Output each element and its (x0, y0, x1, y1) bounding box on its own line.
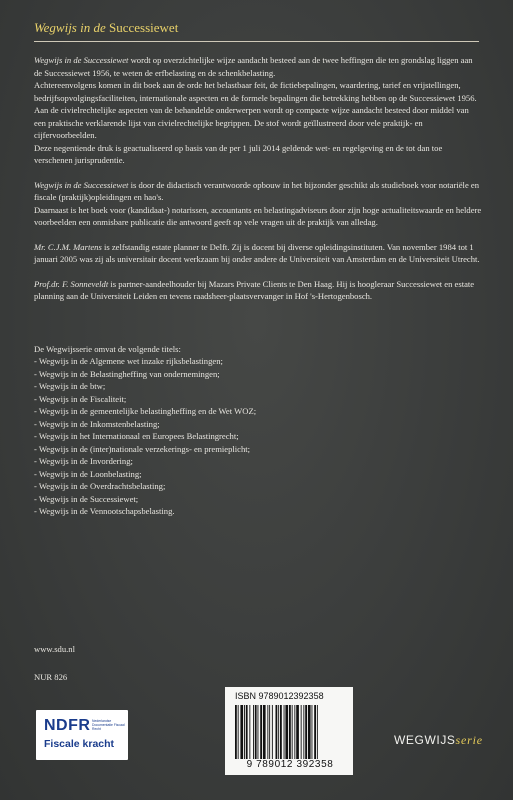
series-item: - Wegwijs in de Invordering; (34, 455, 482, 468)
blurb (34, 54, 482, 518)
audience-paragraph (34, 179, 482, 204)
author-sonneveldt-name: Prof.dr. F. Sonneveldt (34, 278, 109, 289)
author-sonneveldt-bio: is partner-aandeelhouder bij Mazars Private Clients te Den Haag. Hij is hoogleraar Successiewet en estate planning aan de Universiteit Leiden en tevens raadsheer-plaatsvervanger in Hof 's-Hertogenbosch. (34, 278, 475, 301)
intro-contents: Achtereenvolgens komen in dit boek aan de orde het belastbaar feit, de fictiebepalingen, waardering, tarief en vrijstellingen, bedrijfsopvolgingsfaciliteiten, internationale aspecten en de formele bepalingen die betrekking hebben op de Successiewet 1956. (34, 80, 477, 103)
intro-edition: Deze negentiende druk is geactualiseerd op basis van de per 1 juli 2014 geldende wet- en regelgeving en de tot dan toe verschenen jurisprudentie. (34, 142, 443, 165)
series-item: - Wegwijs in de gemeentelijke belastingheffing en de Wet WOZ; (34, 405, 482, 418)
title-italic: Wegwijs in de (34, 20, 106, 35)
intro-paragraph (34, 54, 482, 79)
audience-text: is door de didactisch verantwoorde opbouw in het bijzonder geschikt als studieboek voor notariële en fiscale (praktijk)opleidingen en hao's. (34, 179, 480, 202)
series-item: - Wegwijs in de Vennootschapsbelasting. (34, 505, 482, 518)
series-intro: De Wegwijsserie omvat de volgende titels: (34, 343, 181, 354)
series-item: - Wegwijs in de (inter)nationale verzekerings- en premieplicht; (34, 443, 482, 456)
series-item: - Wegwijs in de Fiscaliteit; (34, 393, 482, 406)
cover-title (34, 20, 178, 36)
ndfr-logo (36, 710, 128, 760)
author-martens-bio: is zelfstandig estate planner te Delft. Zij is docent bij diverse opleidingsinstituten. Van november 1984 tot 1 januari 2005 was zij als universitair docent werkzaam bij onder andere de Universiteit van Amsterdam en de Universiteit Utrecht. (34, 241, 480, 264)
brand-serie: serie (455, 733, 483, 747)
title-rule (34, 41, 479, 42)
title-rest: Successiewet (109, 20, 179, 35)
brand-wegwijs: WEGWIJS (394, 733, 456, 747)
series-item: - Wegwijs in de Belastingheffing van ondernemingen; (34, 368, 482, 381)
ndfr-logo-name: NDFR (44, 717, 91, 734)
ndfr-logo-subtext: Nederlandse Documentatie Fiscaal Recht (92, 719, 125, 731)
series-list (34, 355, 482, 518)
barcode-icon (233, 705, 347, 759)
series-item: - Wegwijs in de Overdrachtsbelasting; (34, 480, 482, 493)
series-brand (394, 733, 483, 748)
intro-text: wordt op overzichtelijke wijze aandacht besteed aan de twee heffingen die ten grondslag liggen aan de Successiewet 1956, te weten de erfbelasting en de schenkbelasting. (34, 55, 473, 78)
isbn-label: ISBN 9789012392358 (235, 691, 324, 701)
author-martens-name: Mr. C.J.M. Martens (34, 241, 102, 252)
author-martens (34, 241, 482, 266)
intro-book-title: Wegwijs in de Successiewet (34, 55, 129, 65)
isbn-digits: 9 789012 392358 (246, 759, 334, 770)
intro-civil: Aan de civielrechtelijke aspecten van de behandelde onderwerpen wordt op compacte wijze aandacht besteed door middel van een praktische verklarende lijst van civielrechtelijke begrippen. De stof wordt geïllustreerd door vele praktijk- en cijfervoorbeelden. (34, 105, 469, 140)
ndfr-logo-tagline: Fiscale kracht (44, 738, 115, 750)
audience-second: Daarnaast is het boek voor (kandidaat-) notarissen, accountants en belastingadviseurs door zijn hoge actualiteitswaarde en heldere voorbeelden een onmisbare publicatie die antwoord geeft op vele vragen uit de praktijk van alledag. (34, 204, 482, 227)
nur-code: NUR 826 (34, 672, 68, 682)
series-item: - Wegwijs in de btw; (34, 380, 482, 393)
publisher-url: www.sdu.nl (34, 644, 75, 654)
series-item: - Wegwijs in het Internationaal en Europees Belastingrecht; (34, 430, 482, 443)
isbn-barcode-box (225, 687, 353, 775)
series-item: - Wegwijs in de Successiewet; (34, 493, 482, 506)
audience-book-title: Wegwijs in de Successiewet (34, 179, 129, 190)
series-item: - Wegwijs in de Loonbelasting; (34, 468, 482, 481)
author-sonneveldt (34, 278, 482, 303)
series-item: - Wegwijs in de Algemene wet inzake rijksbelastingen; (34, 355, 482, 368)
series-item: - Wegwijs in de Inkomstenbelasting; (34, 418, 482, 431)
